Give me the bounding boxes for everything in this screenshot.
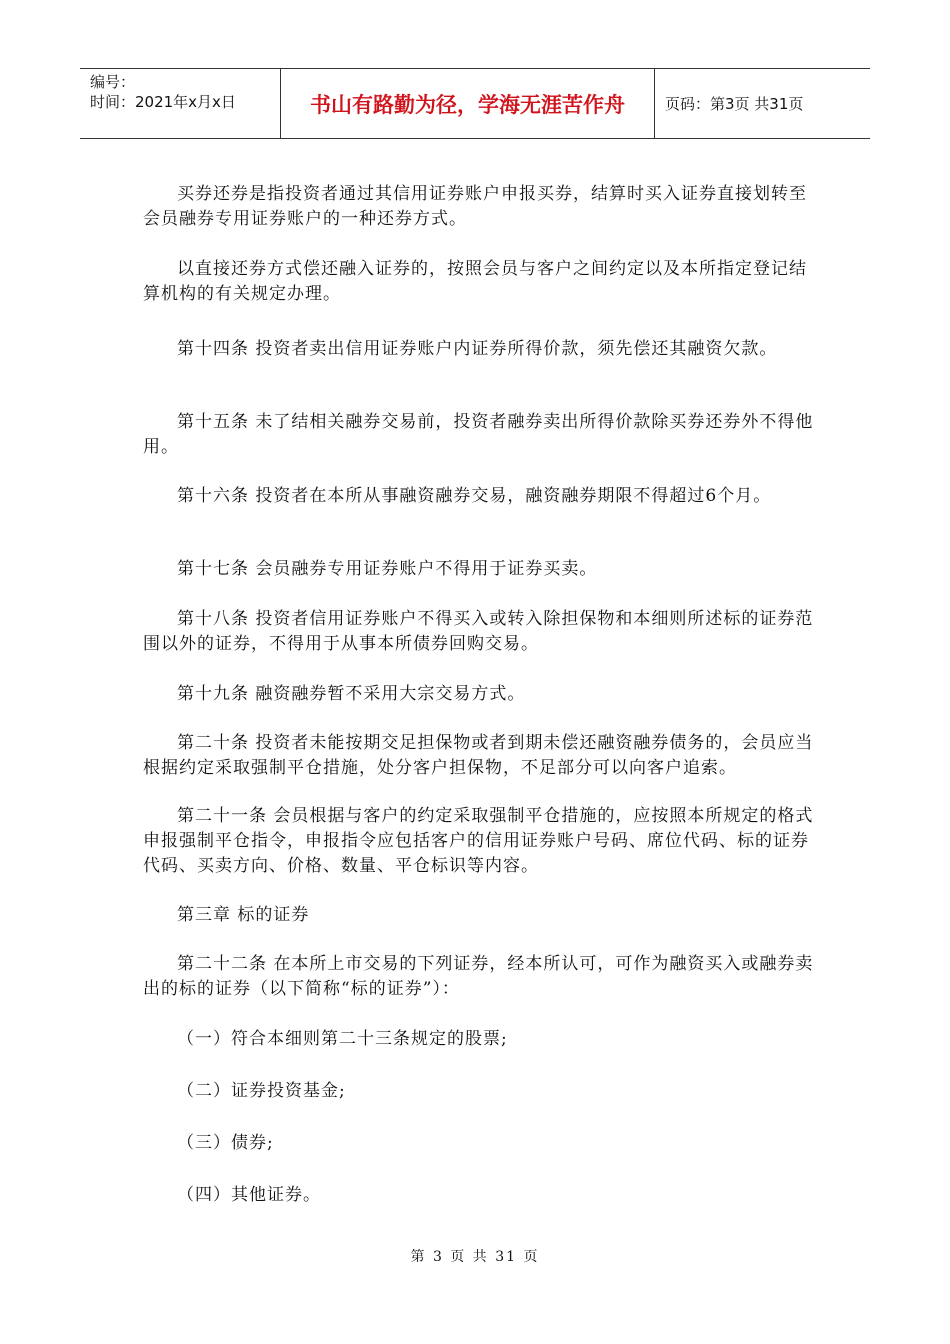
paragraph: 第十九条 融资融券暂不采用大宗交易方式。 — [177, 684, 526, 704]
paragraph: 第二十一条 会员根据与客户的约定采取强制平仓措施的，应按照本所规定的格式申报强制平仓指令，申报指令应包括客户的信用证券账户号码、席位代码、标的证券代码、买卖方向、价格、数量、平仓标识等内容。 — [143, 806, 814, 876]
paragraph: 第十八条 投资者信用证券账户不得买入或转入除担保物和本细则所述标的证券范围以外的证券，不得用于从事本所债券回购交易。 — [143, 609, 814, 654]
paragraph: 第十四条 投资者卖出信用证券账户内证券所得价款，须先偿还其融资欠款。 — [177, 339, 778, 359]
document-time: 时间：2021年x月x日 — [90, 93, 236, 111]
list-item: （二）证券投资基金; — [177, 1081, 346, 1101]
header-meta — [80, 69, 281, 138]
paragraph: 买券还券是指投资者通过其信用证券账户申报买券，结算时买入证券直接划转至会员融券专用证券账户的一种还券方式。 — [143, 184, 807, 229]
document-number-label: 编号： — [90, 73, 136, 91]
paragraph: 第十七条 会员融券专用证券账户不得用于证券买卖。 — [177, 559, 598, 579]
paragraph: 第十六条 投资者在本所从事融资融券交易，融资融券期限不得超过6个月。 — [177, 486, 772, 506]
paragraph: 第二十条 投资者未能按期交足担保物或者到期未偿还融资融券债务的，会员应当根据约定采取强制平仓措施，处分客户担保物，不足部分可以向客户追索。 — [143, 733, 814, 778]
list-item: （三）债券; — [177, 1133, 274, 1153]
header-motto: 书山有路勤为径，学海无涯苦作舟 — [281, 69, 655, 138]
page-header — [80, 68, 870, 139]
header-page-info: 页码：第3页 共31页 — [665, 95, 804, 113]
paragraph: 第十五条 未了结相关融券交易前，投资者融券卖出所得价款除买券还券外不得他用。 — [143, 412, 814, 457]
chapter-heading: 第三章 标的证券 — [177, 905, 310, 925]
document-body — [143, 182, 815, 1208]
paragraph: 以直接还券方式偿还融入证券的，按照会员与客户之间约定以及本所指定登记结算机构的有关规定办理。 — [143, 259, 807, 304]
page-footer: 第 3 页 共 31 页 — [410, 1249, 540, 1265]
list-item: （一）符合本细则第二十三条规定的股票; — [177, 1029, 508, 1049]
paragraph: 第二十二条 在本所上市交易的下列证券，经本所认可，可作为融资买入或融券卖出的标的证券（以下简称“标的证券”）： — [143, 954, 814, 999]
list-item: （四）其他证券。 — [177, 1185, 321, 1205]
